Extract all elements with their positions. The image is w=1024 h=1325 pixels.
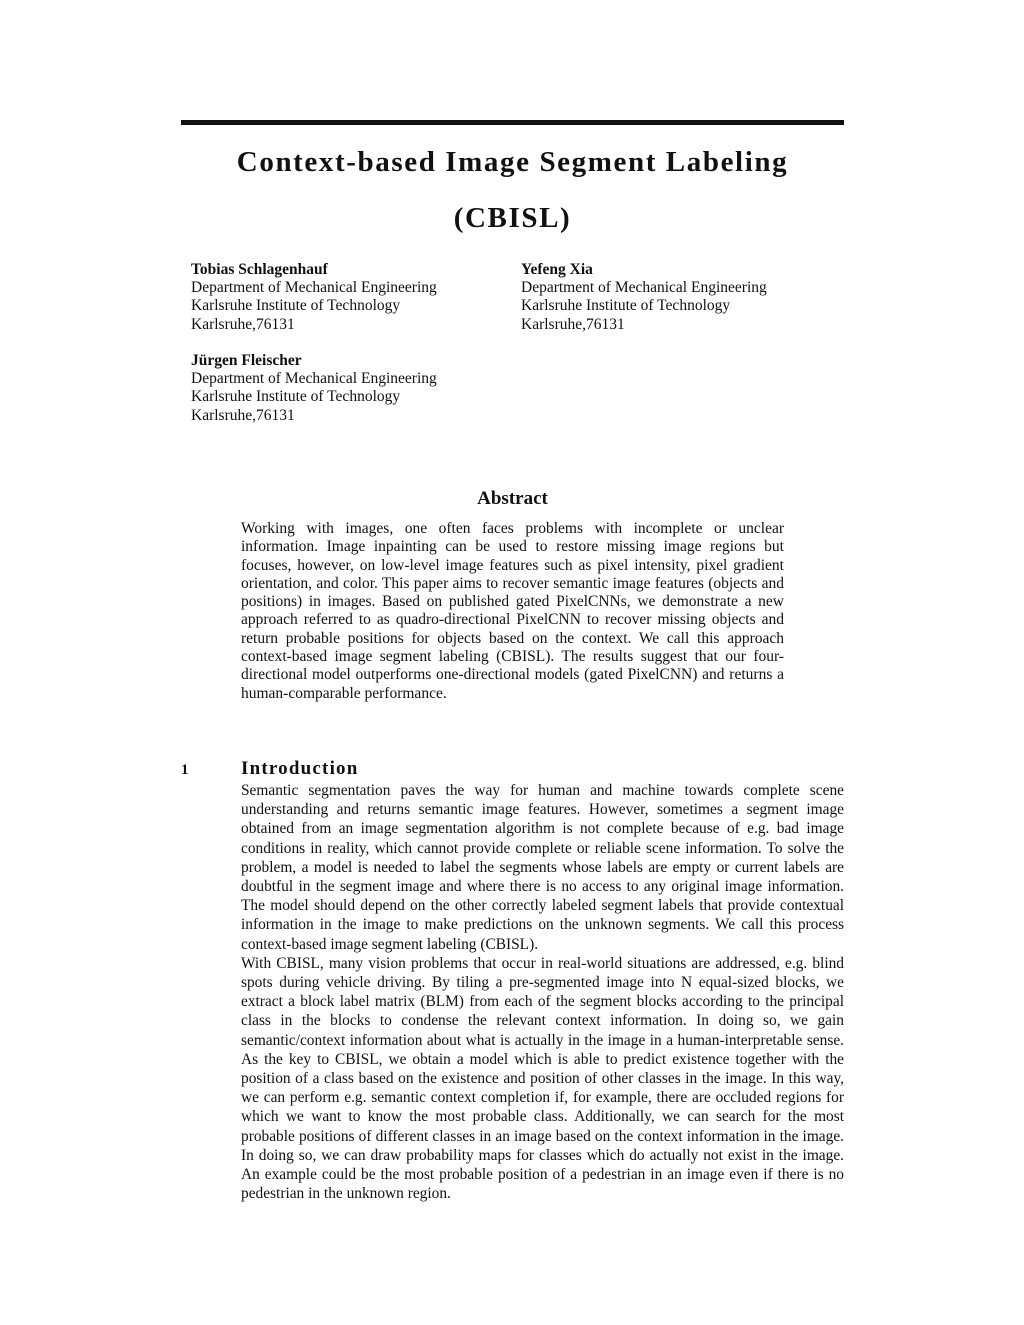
author-block — [191, 352, 437, 425]
author-institution: Karlsruhe Institute of Technology — [191, 388, 401, 406]
author-location: Karlsruhe,76131 — [521, 315, 625, 333]
top-rule — [181, 120, 844, 125]
author-institution: Karlsruhe Institute of Technology — [191, 297, 401, 315]
author-block — [521, 261, 767, 334]
paragraph: Semantic segmentation paves the way for human and machine towards complete scene understanding and returns semantic image features. However, sometimes a segment image obtained from an image segmentation algorithm is not complete because of e.g. bad image conditions in reality, which cannot provide complete or reliable scene information. To solve the problem, a model is needed to label the segments whose labels are empty or current labels are doubtful in the segment image and where there is no access to any original image information. The model should depend on the other correctly labeled segment labels that provide contextual information in the image to make predictions on the unknown segments. We call this process context-based image segment labeling (CBISL). — [241, 782, 844, 953]
author-department: Department of Mechanical Engineering — [191, 370, 437, 388]
abstract-text: Working with images, one often faces problems with incomplete or unclear information. Image inpainting can be used to restore missing image regions but focuses, however, on low-level image features such as pixel intensity, pixel gradient orientation, and color. This paper aims to recover semantic image features (objects and positions) in images. Based on published gated PixelCNNs, we demonstrate a new approach referred to as quadro-directional PixelCNN to recover missing objects and return probable positions for objects based on the context. We call this approach context-based image segment labeling (CBISL). The results suggest that our four-directional model outperforms one-directional models (gated PixelCNN) and returns a human-comparable performance. — [241, 520, 784, 702]
introduction-body — [241, 781, 844, 1203]
author-location: Karlsruhe,76131 — [191, 315, 295, 333]
author-department: Department of Mechanical Engineering — [521, 279, 767, 297]
author-institution: Karlsruhe Institute of Technology — [521, 297, 731, 315]
author-name: Tobias Schlagenhauf — [191, 261, 328, 278]
author-name: Jürgen Fleischer — [191, 352, 302, 369]
author-block — [191, 261, 437, 334]
author-name: Yefeng Xia — [521, 261, 593, 278]
paper-title-line-1: Context-based Image Segment Labeling — [236, 146, 789, 178]
author-location: Karlsruhe,76131 — [191, 406, 295, 424]
author-department: Department of Mechanical Engineering — [191, 279, 437, 297]
section-number: 1 — [181, 762, 189, 778]
abstract-heading: Abstract — [477, 488, 548, 509]
section-title: Introduction — [241, 758, 359, 779]
paper-title-line-2: (CBISL) — [453, 202, 572, 234]
paragraph: With CBISL, many vision problems that occur in real-world situations are addressed, e.g. blind spots during vehicle driving. By tiling a pre-segmented image into N equal-sized blocks, we extract a block label matrix (BLM) from each of the segment blocks according to the principal class in the blocks to condense the relevant context information. In doing so, we gain semantic/context information about what is actually in the image in a human-interpretable sense. As the key to CBISL, we obtain a model which is able to predict existence together with the position of a class based on the existence and position of other classes in the image. In this way, we can perform e.g. semantic context completion if, for example, there are occluded regions for which we want to know the most probable class. Additionally, we can search for the most probable positions of different classes in an image based on the context information in the image. In doing so, we can draw probability maps for classes which do actually not exist in the image. An example could be the most probable position of a pedestrian in an image even if there is no pedestrian in the unknown region. — [241, 954, 844, 1203]
